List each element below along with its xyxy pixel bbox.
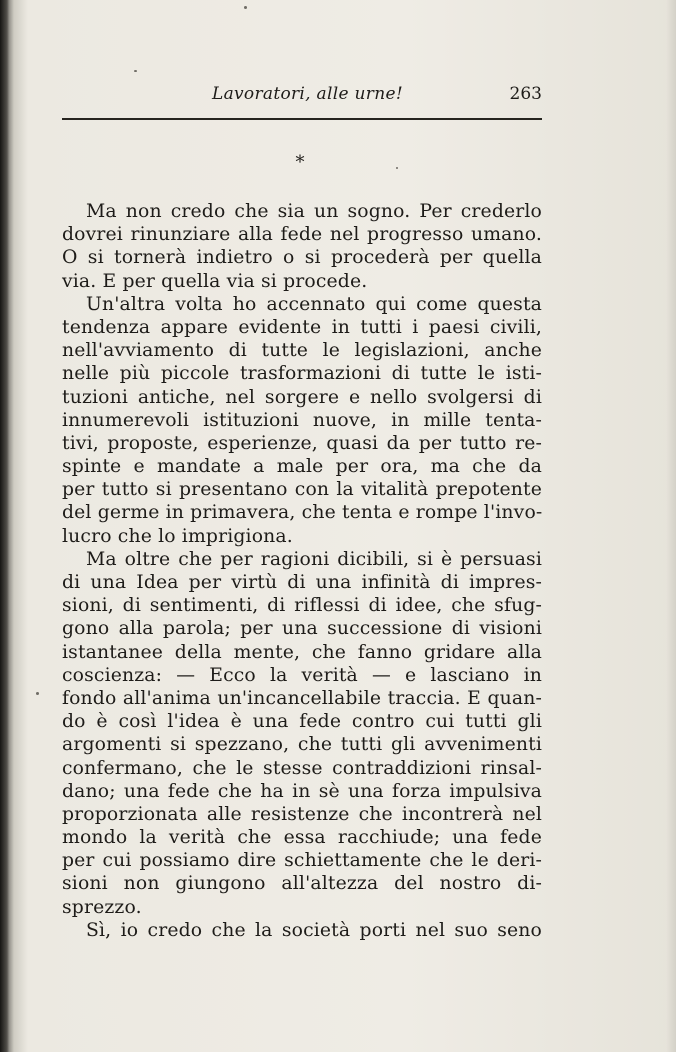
text-line: Un'altra volta ho accennato qui come questa (86, 293, 542, 315)
text-line: Sì, io credo che la società porti nel suo seno (86, 919, 542, 941)
text-line: dano; una fede che ha in sè una forza impulsiva (62, 780, 542, 802)
text-line: Ma non credo che sia un sogno. Per crederlo (86, 201, 542, 222)
text-line: tivi, proposte, esperienze, quasi da per tutto re- (62, 432, 542, 454)
paper-speck (396, 167, 398, 169)
section-asterisk: * (295, 152, 305, 173)
text-line: dovrei rinunziare alla fede nel progresso umano. (62, 224, 542, 246)
text-line: del germe in primavera, che tenta e rompe l'invo- (62, 502, 543, 524)
text-line: mondo la verità che essa racchiude; una fede (62, 827, 542, 849)
body-text (62, 200, 542, 942)
text-line: per tutto si presentano con la vitalità prepotente (62, 479, 542, 501)
text-line: sprezzo. (62, 896, 142, 918)
paper-speck (36, 692, 39, 695)
text-line: proporzionata alle resistenze che incontrerà nel (62, 803, 542, 825)
text-line: istantanee della mente, che fanno gridare alla (62, 641, 542, 663)
text-line: via. E per quella via si procede. (62, 270, 368, 292)
paper-speck (134, 70, 137, 72)
text-line: confermano, che le stesse contraddizioni rinsal- (62, 757, 542, 779)
text-line: Ma oltre che per ragioni dicibili, si è persuasi (86, 548, 542, 570)
text-line: fondo all'anima un'incancellabile traccia. E quan- (62, 687, 542, 709)
text-line: sioni non giungono all'altezza del nostro di- (62, 873, 542, 895)
text-line: nell'avviamento di tutte le legislazioni, anche (62, 340, 542, 362)
page-edge-shade (666, 0, 676, 1052)
text-line: coscienza: — Ecco la verità — e lasciano in (62, 664, 542, 686)
text-line: per cui possiamo dire schiettamente che le deri- (62, 850, 542, 872)
text-line: argomenti si spezzano, che tutti gli avvenimenti (62, 734, 542, 756)
text-line: lucro che lo imprigiona. (62, 525, 293, 547)
paper-speck (244, 6, 247, 9)
page-number: 263 (509, 84, 542, 104)
page-header (62, 84, 542, 110)
text-line: tuzioni antiche, nel sorgere e nello svolgersi di (62, 386, 542, 408)
text-line: innumerevoli istituzioni nuove, in mille tenta- (62, 409, 542, 431)
text-line: tendenza appare evidente in tutti i paesi civili, (62, 316, 542, 338)
text-line: spinte e mandate a male per ora, ma che da (62, 456, 542, 478)
header-rule (62, 118, 542, 120)
text-line: di una Idea per virtù di una infinità di impres- (62, 572, 542, 593)
text-line: gono alla parola; per una successione di visioni (62, 618, 542, 640)
text-line: do è così l'idea è una fede contro cui tutti gli (62, 711, 542, 733)
text-line: sioni, di sentimenti, di riflessi di idee, che sfug- (62, 595, 542, 617)
text-line: O si tornerà indietro o si procederà per quella (62, 247, 542, 269)
running-title: Lavoratori, alle urne! (212, 84, 403, 104)
text-line: nelle più piccole trasformazioni di tutte le isti- (62, 363, 542, 385)
